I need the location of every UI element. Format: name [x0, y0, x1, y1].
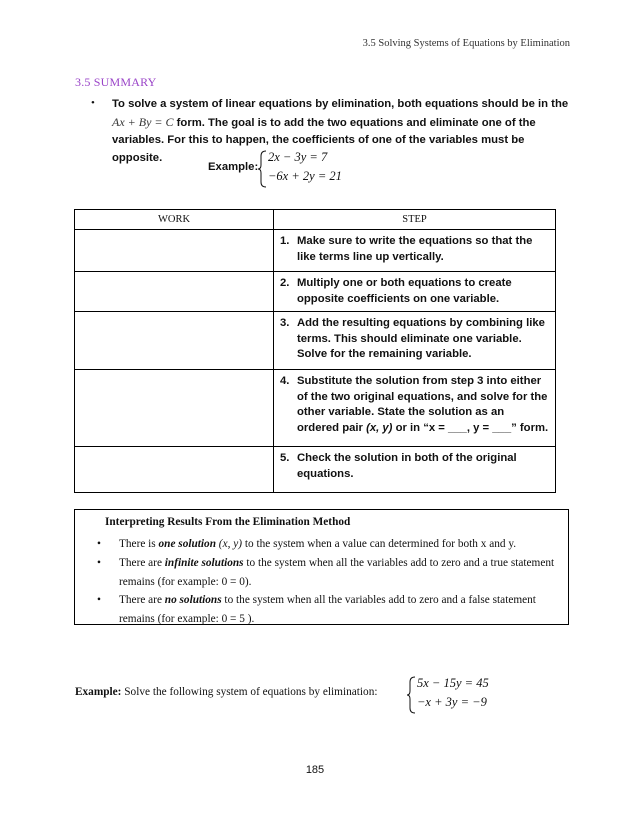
list-item	[97, 554, 557, 591]
equation-2: −6x + 2y = 21	[268, 169, 342, 183]
item-middle: (x, y)	[215, 538, 243, 550]
item-term: one solution	[158, 538, 216, 550]
table-row	[75, 230, 556, 272]
list-item-text	[119, 554, 557, 591]
step-text: Add the resulting equations by combining like terms. This should eliminate one variable. Solve for the remaining variable.	[297, 317, 545, 360]
bullet-dot-icon: •	[97, 538, 101, 550]
item-term: no solutions	[164, 594, 222, 606]
step-cell	[274, 312, 556, 370]
step-text	[297, 374, 549, 436]
item-suffix: to the system when all the variables add to zero and a true statement remains (for example: 0 = 0).	[119, 557, 555, 588]
work-header: WORK	[75, 210, 274, 230]
step-cell	[274, 447, 556, 493]
left-brace-icon	[407, 676, 417, 714]
running-head: 3.5 Solving Systems of Equations by Elimination	[362, 38, 570, 49]
step-number: 5.	[280, 452, 290, 464]
step-cell	[274, 230, 556, 272]
summary-text-part1: To solve a system of linear equations by elimination, both equations should be in the	[112, 98, 569, 110]
step-cell	[274, 370, 556, 447]
example-2-label: Example:	[75, 686, 122, 698]
item-term: infinite solutions	[164, 557, 244, 569]
item-suffix: to the system when all the variables add to zero and a false statement remains (for example: 0 = 5 ).	[119, 594, 536, 625]
list-item-text	[119, 535, 557, 554]
bullet-dot-icon: •	[91, 97, 95, 109]
bullet-dot-icon: •	[97, 594, 101, 606]
work-cell	[75, 447, 274, 493]
steps-table	[74, 209, 556, 493]
table-row	[75, 272, 556, 312]
equation-1: 2x − 3y = 7	[268, 150, 328, 164]
step-number: 1.	[280, 235, 290, 247]
step-number: 2.	[280, 277, 290, 289]
step-header: STEP	[274, 210, 556, 230]
item-prefix: There are	[119, 594, 165, 606]
table-row	[75, 370, 556, 447]
example-label: Example:	[208, 161, 259, 173]
summary-title: 3.5 SUMMARY	[75, 75, 157, 89]
step-cell	[274, 272, 556, 312]
item-prefix: There are	[119, 557, 165, 569]
interpreting-results-box	[74, 509, 569, 625]
step-text-after: or in “x = ___, y = ___” form.	[392, 421, 549, 434]
list-item	[97, 591, 557, 628]
example-2-prompt	[75, 686, 378, 698]
example-2-text: Solve the following system of equations by elimination:	[121, 686, 378, 698]
left-brace-icon	[258, 150, 268, 188]
list-item-text	[119, 591, 557, 628]
interpreting-title: Interpreting Results From the Elimination Method	[105, 516, 351, 528]
step-number: 3.	[280, 317, 290, 329]
work-cell	[75, 272, 274, 312]
step-number: 4.	[280, 375, 290, 387]
example-2-equations	[417, 674, 489, 712]
page-number: 185	[305, 764, 325, 776]
step-text-before: Substitute the solution from step 3 into either of the two original equations, and solve for the other variable. State the solution as an ordered pair	[297, 375, 548, 434]
form-expression: Ax + By = C	[112, 114, 174, 129]
example-equations	[268, 148, 342, 186]
ordered-pair: (x, y)	[366, 421, 393, 434]
equation-2: −x + 3y = −9	[417, 695, 487, 709]
equation-1: 5x − 15y = 45	[417, 676, 489, 690]
work-cell	[75, 370, 274, 447]
table-row	[75, 447, 556, 493]
step-text: Multiply one or both equations to create opposite coefficients on one variable.	[297, 277, 512, 305]
item-suffix: to the system when a value can determined for both x and y.	[242, 538, 517, 550]
step-text: Check the solution in both of the original equations.	[297, 452, 517, 480]
bullet-dot-icon: •	[97, 557, 101, 569]
table-row	[75, 312, 556, 370]
item-prefix: There is	[119, 538, 159, 550]
work-cell	[75, 312, 274, 370]
work-cell	[75, 230, 274, 272]
step-text: Make sure to write the equations so that the like terms line up vertically.	[297, 235, 533, 263]
list-item	[97, 535, 557, 554]
summary-text-part2: form. The goal is to add the two equations and eliminate one of the variables. For this to happen, the coefficients of one of the variables must be opposite.	[112, 116, 536, 164]
example-2	[75, 674, 565, 714]
table-header-row	[75, 210, 556, 230]
